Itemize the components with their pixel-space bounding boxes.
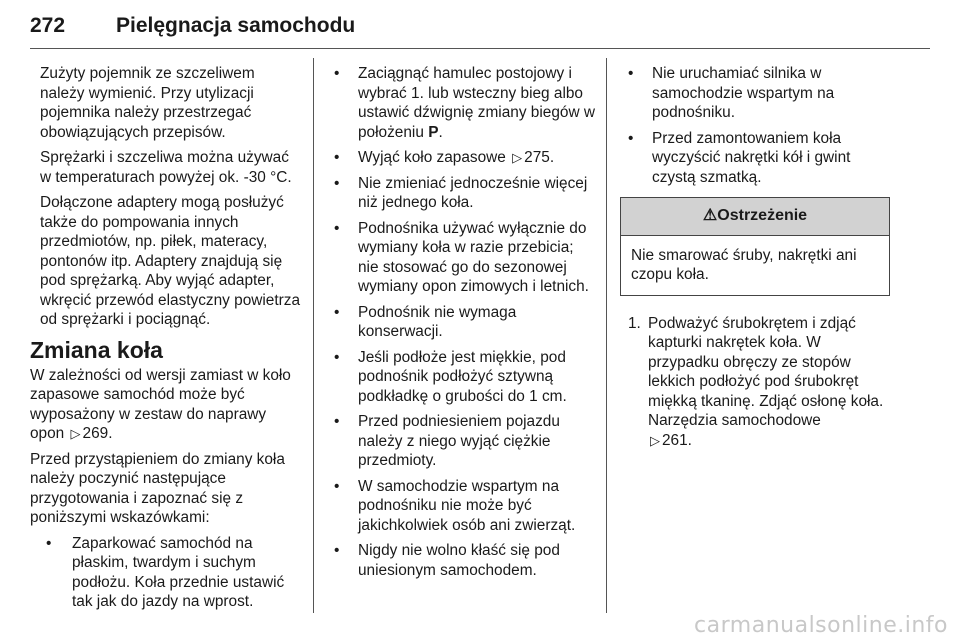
paragraph xyxy=(30,366,302,444)
page-number: 272 xyxy=(30,14,66,37)
bullet-list xyxy=(326,64,598,580)
warning-triangle-icon: ⚠ xyxy=(702,207,718,224)
bullet-icon: • xyxy=(334,149,340,166)
paragraph: Zużyty pojemnik ze szczeliwem należy wymienić. Przy utylizacji pojemnika należy przestrzegać obowiązujących przepisów. xyxy=(40,65,255,141)
list-item: 1. Podważyć śrubokrętem i zdjąć kapturki nakrętek koła. W przypadku obręczy ze stopów lekkich podłożyć pod śrubokręt miękką tkaninę. Zdjąć osłonę koła. Narzędzia samochodowe ▷ 261. xyxy=(628,314,884,449)
column-divider xyxy=(313,58,314,613)
bullet-icon: • xyxy=(334,303,340,321)
list-item: • Jeśli podłoże jest miękkie, pod podnośnik podłożyć sztywną podkładkę o grubości do 1 cm. xyxy=(334,348,567,405)
list-item: • W samochodzie wspartym na podnośniku nie może być jakichkolwiek osób ani zwierząt. xyxy=(334,477,576,534)
page-reference[interactable]: 269. xyxy=(82,425,113,442)
bullet-list xyxy=(30,534,302,612)
warning-box xyxy=(620,197,890,296)
list-item: • Przed zamontowaniem koła wyczyścić nakrętki kół i gwint czystą szmatką. xyxy=(628,129,851,186)
warning-header xyxy=(621,198,889,236)
reference-arrow-icon: ▷ xyxy=(512,150,523,165)
watermark: carmanualsonline.info xyxy=(694,613,948,638)
column-divider xyxy=(606,58,607,613)
bullet-icon: • xyxy=(334,65,340,82)
list-item: • Wyjąć koło zapasowe ▷ 275. xyxy=(334,149,555,166)
bullet-icon: • xyxy=(628,129,634,147)
list-item: • Przed podniesieniem pojazdu należy z niego wyjąć ciężkie przedmioty. xyxy=(334,413,560,469)
bullet-icon: • xyxy=(334,477,340,495)
step-list xyxy=(620,314,890,451)
column-3 xyxy=(620,64,890,450)
gear-position-p: P xyxy=(428,123,439,141)
bullet-icon: • xyxy=(334,413,340,430)
list-item: • Zaparkować samochód na płaskim, twardym i suchym podłożu. Koła przednie ustawić tak jak do jazdy na wprost. xyxy=(46,534,285,610)
bullet-icon: • xyxy=(334,542,340,559)
warning-title: Ostrzeżenie xyxy=(717,207,808,224)
list-item: • Podnośnika używać wyłącznie do wymiany koła w razie przebicia; nie stosować go do sezonowej wymiany opon zimowych i letnich. xyxy=(334,219,589,295)
column-2 xyxy=(326,64,598,586)
bullet-list xyxy=(620,64,890,187)
warning-text: Nie smarować śruby, nakrętki ani czopu koła. xyxy=(631,246,857,283)
paragraph: Dołączone adaptery mogą posłużyć także do pompowania innych przedmiotów, np. piłek, materacy, pontonów itp. Adaptery znajdują się pod sprężarką. Aby wyjąć adapter, wkręcić przewód elastyczny powietrza od sprężarki i pociągnąć. xyxy=(40,194,301,328)
bullet-icon: • xyxy=(628,65,634,82)
reference-arrow-icon: ▷ xyxy=(650,432,660,448)
reference-arrow-icon: ▷ xyxy=(70,426,81,441)
step-number: 1. xyxy=(628,314,641,332)
paragraph-text: W zależności od wersji zamiast w koło zapasowe samochód może być wyposażony w zestaw do naprawy opon xyxy=(30,366,291,442)
list-item: • Nie zmieniać jednocześnie więcej niż jednego koła. xyxy=(334,174,588,211)
bullet-icon: • xyxy=(334,219,340,237)
chapter-title: Pielęgnacja samochodu xyxy=(116,14,356,37)
bullet-icon: • xyxy=(334,348,340,366)
page-reference[interactable]: 275. xyxy=(524,149,555,166)
list-item: • Nigdy nie wolno kłaść się pod uniesionym samochodem. xyxy=(334,542,560,579)
bullet-icon: • xyxy=(46,534,52,552)
bullet-icon: • xyxy=(334,174,340,192)
section-title: Zmiana koła xyxy=(30,336,163,363)
list-item: • Nie uruchamiać silnika w samochodzie wspartym na podnośniku. xyxy=(628,65,835,121)
paragraph: Przed przystąpieniem do zmiany koła należy poczynić następujące przygotowania i zapoznać się z poniższymi wskazówkami: xyxy=(30,450,285,526)
list-item: • Zaciągnąć hamulec postojowy i wybrać 1. lub wsteczny bieg albo ustawić dźwignię zmiany biegów w położeniu P. xyxy=(334,65,595,141)
page-reference[interactable]: 261. xyxy=(662,431,692,449)
paragraph: Sprężarki i szczeliwa można używać w temperaturach powyżej ok. -30 °C. xyxy=(40,149,292,186)
column-1 xyxy=(30,64,302,618)
list-item: • Podnośnik nie wymaga konserwacji. xyxy=(334,303,517,340)
page-header xyxy=(30,14,930,49)
